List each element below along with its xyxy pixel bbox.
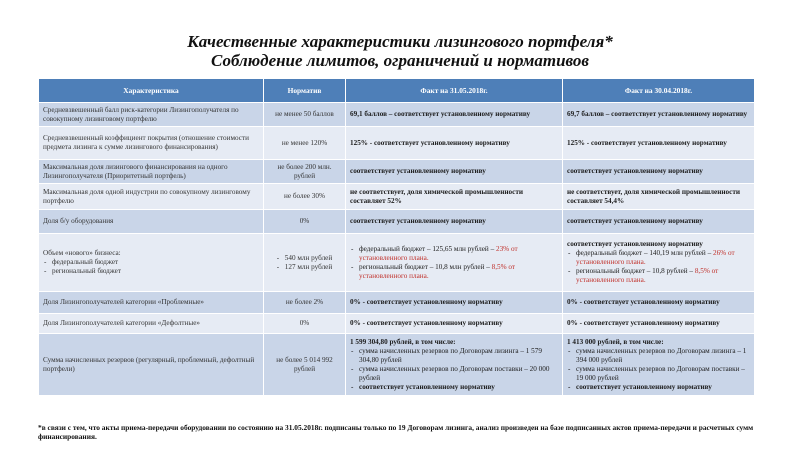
new-business-heading: Объем «нового» бизнеса: <box>43 249 121 257</box>
cell-fact-apr: не соответствует, доля химической промышленности составляет 54,4% <box>563 184 755 210</box>
column-header: Норматив <box>264 79 346 103</box>
cell-fact-may: соответствует установленному нормативу <box>346 160 563 184</box>
cell-norm: не более 30% <box>264 184 346 210</box>
table-row <box>39 334 755 396</box>
table-row <box>39 160 755 184</box>
table-header-row <box>39 79 755 103</box>
cell-characteristic: Доля Лизингополучателей категории «Дефолтные» <box>39 314 264 334</box>
cell-norm <box>264 234 346 292</box>
item-percent: 23% от установленного плана. <box>359 244 518 262</box>
cell-fact-may <box>346 334 563 396</box>
cell-characteristic: Средневзвешенный коэффициент покрытия (отношение стоимости предмета лизинга к сумме лизингового финансирования) <box>39 127 264 160</box>
column-header: Факт на 30.04.2018г. <box>563 79 755 103</box>
cell-fact-apr: 0% - соответствует установленному нормативу <box>563 292 755 314</box>
list-item: - 540 млн рублей <box>277 254 332 263</box>
list-item: - сумма начисленных резервов по Договорам поставки – 20 000 рублей <box>350 365 558 383</box>
footnote: *в связи с тем, что акты приема-передачи оборудовании по состоянию на 31.05.2018г. подписаны только по 19 Договорам лизинга, анализ произведен на базе подписанных актов приема-передачи и расчетных сумм финансирования. <box>38 423 754 441</box>
cell-fact-may: не соответствует, доля химической промышленности составляет 52% <box>346 184 563 210</box>
cell-fact-may: соответствует установленному нормативу <box>346 210 563 234</box>
cell-fact-apr <box>563 234 755 292</box>
title-line-1: Качественные характеристики лизингового портфеля* <box>187 32 613 51</box>
cell-characteristic: Максимальная доля одной индустрии по совокупному лизинговому портфелю <box>39 184 264 210</box>
item-text: федеральный бюджет – 140,19 млн рублей – <box>576 249 713 257</box>
fact-list <box>567 249 750 285</box>
cell-norm: 0% <box>264 314 346 334</box>
cell-fact-may: 0% - соответствует установленному нормативу <box>346 292 563 314</box>
cell-fact-apr: 125% - соответствует установленному нормативу <box>563 127 755 160</box>
table-row <box>39 234 755 292</box>
list-item: - сумма начисленных резервов по Договорам лизинга – 1 579 304,80 рублей <box>350 347 558 365</box>
list-item <box>350 245 558 263</box>
list-item <box>350 263 558 281</box>
cell-fact-may <box>346 234 563 292</box>
list-item: - соответствует установленному нормативу <box>567 383 750 392</box>
list-item: - сумма начисленных резервов по Договорам лизинга – 1 394 000 рублей <box>567 347 750 365</box>
item-text: региональный бюджет – 10,8 рублей – <box>576 267 695 275</box>
cell-characteristic: Доля Лизингополучателей категории «Проблемные» <box>39 292 264 314</box>
cell-characteristic: Максимальная доля лизингового финансирования на одного Лизингополучателя (Приоритетный портфель) <box>39 160 264 184</box>
cell-fact-apr: соответствует установленному нормативу <box>563 160 755 184</box>
norm-list <box>277 254 332 272</box>
list-item: - региональный бюджет <box>43 267 259 276</box>
fact-list <box>350 347 558 392</box>
cell-norm: не более 200 млн. рублей <box>264 160 346 184</box>
item-percent: 26% от установленного плана. <box>576 249 735 266</box>
list-item <box>567 249 750 267</box>
table-row <box>39 210 755 234</box>
cell-characteristic: Средневзвешенный балл риск-категории Лизингополучателя по совокупному лизинговому портфелю <box>39 103 264 127</box>
table-row <box>39 292 755 314</box>
table-row <box>39 103 755 127</box>
cell-characteristic: Доля б/у оборудования <box>39 210 264 234</box>
cell-norm: не менее 50 баллов <box>264 103 346 127</box>
budget-list <box>43 258 259 276</box>
item-percent: 8,5% от установленного плана. <box>359 262 516 280</box>
fact-heading: 1 413 000 рублей, в том числе: <box>567 337 664 346</box>
column-header: Факт на 31.05.2018г. <box>346 79 563 103</box>
column-header: Характеристика <box>39 79 264 103</box>
cell-fact-may: 125% - соответствует установленному нормативу <box>346 127 563 160</box>
fact-heading: соответствует установленному нормативу <box>567 240 703 248</box>
leasing-portfolio-table <box>38 78 755 396</box>
cell-norm: не более 5 014 992 рублей <box>264 334 346 396</box>
table-row <box>39 127 755 160</box>
item-text: федеральный бюджет – 125,65 млн рублей – <box>359 244 496 253</box>
cell-norm: не более 2% <box>264 292 346 314</box>
cell-fact-apr: 0% - соответствует установленному нормативу <box>563 314 755 334</box>
list-item: - 127 млн рублей <box>277 263 332 272</box>
cell-fact-may: 69,1 баллов – соответствует установленному нормативу <box>346 103 563 127</box>
fact-list <box>350 245 558 281</box>
fact-list <box>567 347 750 392</box>
title-line-2: Соблюдение лимитов, ограничений и нормативов <box>210 51 589 70</box>
cell-norm: не менее 120% <box>264 127 346 160</box>
cell-fact-apr: 69,7 баллов – соответствует установленному нормативу <box>563 103 755 127</box>
fact-heading: 1 599 304,80 рублей, в том числе: <box>350 337 456 346</box>
list-item: - федеральный бюджет <box>43 258 259 267</box>
table-row <box>39 184 755 210</box>
cell-fact-apr <box>563 334 755 396</box>
table-row <box>39 314 755 334</box>
item-text: региональный бюджет – 10,8 млн рублей – <box>359 262 492 271</box>
page-title <box>0 32 800 70</box>
cell-fact-apr: соответствует установленному нормативу <box>563 210 755 234</box>
list-item <box>567 267 750 285</box>
cell-fact-may: 0% - соответствует установленному нормативу <box>346 314 563 334</box>
cell-norm: 0% <box>264 210 346 234</box>
item-percent: 8,5% от установленного плана. <box>576 267 719 284</box>
list-item: - соответствует установленному нормативу <box>350 383 558 392</box>
cell-characteristic: Сумма начисленных резервов (регулярный, проблемный, дефолтный портфели) <box>39 334 264 396</box>
cell-characteristic <box>39 234 264 292</box>
list-item: - сумма начисленных резервов по Договорам поставки – 19 000 рублей <box>567 365 750 383</box>
